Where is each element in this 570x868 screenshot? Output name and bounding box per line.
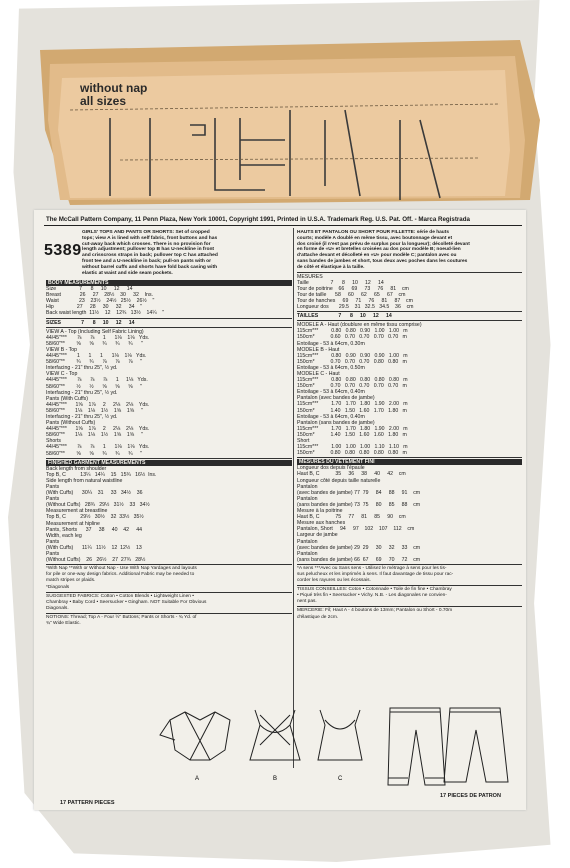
fini-table: Longueur dos depuis l'épaule Haut B, C 35 36 38 40 42 cm Longueur côté depuis taille naturelle Pantalon (avec bandes de jambe) 77 79 84 88 91 cm Pantalon (sans bandes de jambe) 73 75 80 85 88 cm Mesure à la poitrine Haut B, C 75 77 81 85 90 cm Mesure aux hanches Pantalon, Short 94 97 102 107 112 cm Largeur de jambe Pantalon (avec bandes de jambe) 29 29 30 32 33 cm Pantalon (sans bandes de jambe) 66 67 69 70 72 cm [297, 465, 421, 563]
pattern-tissue-pieces [0, 0, 570, 230]
suggested-fabrics: SUGGESTED FABRICS: Cotton • Cotton Blends • Lightweight Linen • Chambray • Baby Cord • Seersucker • Gingham. NOT Suitable For Obvious Diagonals. [46, 593, 207, 611]
nap-note: *With Nap **With or Without Nap - Use With Nap Yardages and layouts for pile or one-way design fabrics. Additional Fabric may be needed to match stripes or plaids. *Diagonals [46, 566, 197, 590]
english-tables [46, 280, 292, 627]
view-illustrations [140, 690, 560, 800]
company-header: The McCall Pattern Company, 11 Penn Plaza, New York 10001, Copyright 1991, Printed in U.S.A. Trademark Reg. U.S. Pat. Off. - Marca Registrada [46, 216, 470, 223]
view-a-label: A [195, 776, 200, 782]
view-a-drawing [160, 712, 230, 760]
finished-measurements-table: Back length from shoulder Top B, C 13¼ 14¼ 15 15¾ 16½ Ins. Side length from natural waistline Pants (With Cuffs) 30¼ 31 33 34½ 36 Pants (Without Cuffs) 28¾ 29½ 31½ 33 34½ Measurement at breastline Top B, C 29½ 30½ 32 33½ 35½ Measurement at hipline Pants, Shorts 37 38 40 42 44 Width, each leg Pants (With Cuffs) 11¼ 11½ 12 12½ 13 Pants (Without Cuffs) 26 26½ 27 27¾ 28½ [46, 465, 157, 564]
pattern-pieces-count-fr: 17 PIECES DE PATRON [440, 793, 501, 799]
pants-drawings [388, 708, 508, 785]
view-b-label: B [273, 776, 278, 782]
mercerie: MERCERIE: Fil; Haut A - 4 boutons de 13mm; Pantalon ou Short - 0.70m d'élastique de 2cm. [297, 608, 453, 620]
description-fr: HAUTS ET PANTALON OU SHORT POUR FILLETTE: série de hauts courts; modèle A doublé en même tissu, avec boutonnage devant et dos croisé (il n'est pas prévu de surplus pour la longueur); décolleté devant en forme de «U» et bretelles croisées au dos pour modèle B; noeud-lien d'attache devant et décolleté en «U» pour modèle C; pantalon avec ou sans bandes de jambes et short, tous deux avec poches dans les coutures de côté et élastique à la taille. [297, 230, 470, 270]
sens-note: *A sens ***Avec ou Sans sens - Utilisez le métrage à sens pour les tis- sus pelucheux et les imprimés à sens. Il faut davantage de tissu pour rac- corder les rayures ou les écossais. [297, 565, 454, 584]
view-b-drawing [250, 710, 300, 760]
fini-title: MESURES DU VETEMENT FINI [297, 459, 522, 465]
tissue-label [80, 82, 147, 108]
pattern-number: 5389 [44, 242, 82, 259]
tissue-label-line2: all sizes [80, 94, 127, 108]
view-c-drawing [318, 710, 362, 760]
view-c-label: C [338, 776, 343, 782]
body-measurements-title: BODY MEASUREMENTS [46, 280, 292, 286]
column-divider [293, 228, 294, 768]
french-column [297, 230, 522, 621]
description-en: GIRLS' TOPS AND PANTS OR SHORTS: Set of cropped tops; view A is lined with self fabric, front buttons and has cut-away back which crosses. There is no provision for length adjustment; pullover top B has U-neckline in front and crisscross straps in back; pullover top C has attached front tee and a U-neckline in back; pull-on pants with or without barrel cuffs and shorts have fold back casing with elastic at waist and side seam pockets. [82, 230, 218, 276]
english-column [82, 230, 292, 276]
tailles-row: TAILLES 7 8 10 12 14 [297, 313, 392, 320]
tissue-label-line1: without nap [80, 81, 148, 95]
mesures-table: MESURES Taille 7 8 10 12 14 Tour de poitrine 66 69 73 76 81 cm Tour de taille 58 60 62 65 67 cm Tour de hanches 69 71 76 81 87 cm Longueur dos 29.5 31 32.5 34.5 36 cm [297, 273, 414, 311]
finished-measurements-title: FINISHED GARMENT MEASUREMENTS [46, 460, 292, 466]
notions: NOTIONS: Thread; Top A - Four ½" Buttons; Pants or Shorts - ¾ Yd. of ¾" Wide Elastic. [46, 614, 197, 626]
body-measurements-table: Size 7 8 10 12 14 Breast 26 27 28½ 30 32 Ins. Waist 23 23½ 24½ 25½ 26½ " Hip 27 28 30 32 34 " Back waist length 11½ 12 12¾ 13½ 14¼ " [46, 286, 165, 317]
pattern-pieces-count-en: 17 PATTERN PIECES [60, 800, 115, 806]
sizes-row: SIZES 7 8 10 12 14 [46, 319, 135, 326]
header-rule [44, 225, 522, 226]
tissus-conseilles: TISSUS CONSEILLES: Coton • Cotonnade • Toile de fin fine • Chambray • Piqué très fin • Seersucker • Vichy. N.B. - Les diagonales ne convien- nent pas. [297, 587, 452, 605]
metrage-table: MODELE A - Haut (doublure en même tissu comprise) 115cm*** 0.80 0.80 0.90 1.00 1.00 m 150cm* 0.60 0.70 0.70 0.70 0.70 m Entoilage - 53 à 64cm, 0.30m MODELE B - Haut 115cm*** 0.80 0.90 0.90 0.90 1.00 m 150cm* 0.70 0.70 0.70 0.80 0.80 m Entoilage - 53 à 64cm, 0.50m MODELE C - Haut 115cm*** 0.80 0.80 0.80 0.80 0.80 m 150cm* 0.70 0.70 0.70 0.70 0.70 m Entoilage - 53 à 64cm, 0.40m Pantalon (avec bandes de jambe) 115cm*** 1.70 1.70 1.80 1.90 2.00 m 150cm* 1.40 1.50 1.60 1.70 1.80 m Entoilage - 53 à 64cm, 0.40m Pantalon (sans bandes de jambe) 115cm*** 1.70 1.70 1.80 1.90 2.00 m 150cm* 1.40 1.50 1.60 1.60 1.80 m Short 115cm*** 1.00 1.00 1.00 1.10 1.10 m 150cm* 0.80 0.80 0.80 0.80 0.80 m [297, 322, 422, 457]
yardage-table: VIEW A - Top (Including Self Fabric Lining) 44/45"*** ⅞ ⅞ 1 1⅛ 1⅛ Yds. 58/60"** ⅝ ⅝ ¾ ¾ ¾ " VIEW B - Top 44/45"*** 1 1 1 1⅛ 1⅛ Yds. 58/60"** ¾ ¾ ⅞ ⅞ ⅞ " Interfacing - 21" thru 25", ½ yd. VIEW C - Top 44/45"*** ⅞ ⅞ ⅞ 1 1⅛ Yds. 58/60"** ½ ½ ⅝ ⅝ ⅝ " Interfacing - 21" thru 25", ½ yd. Pants (With Cuffs) 44/45"*** 1⅝ 1⅞ 2 2⅛ 2⅛ Yds. 58/60"** 1⅛ 1⅛ 1½ 1⅝ 1⅝ " Interfacing - 21" thru 25", ½ yd. Pants (Without Cuffs) 44/45"*** 1⅝ 1⅞ 2 2⅛ 2⅛ Yds. 58/60"** 1⅛ 1⅛ 1½ 1⅝ 1⅝ " Shorts 44/45"*** ⅞ ⅞ 1 1⅛ 1⅛ Yds. 58/60"** ⅝ ⅝ ¾ ¾ ¾ " [46, 328, 150, 457]
